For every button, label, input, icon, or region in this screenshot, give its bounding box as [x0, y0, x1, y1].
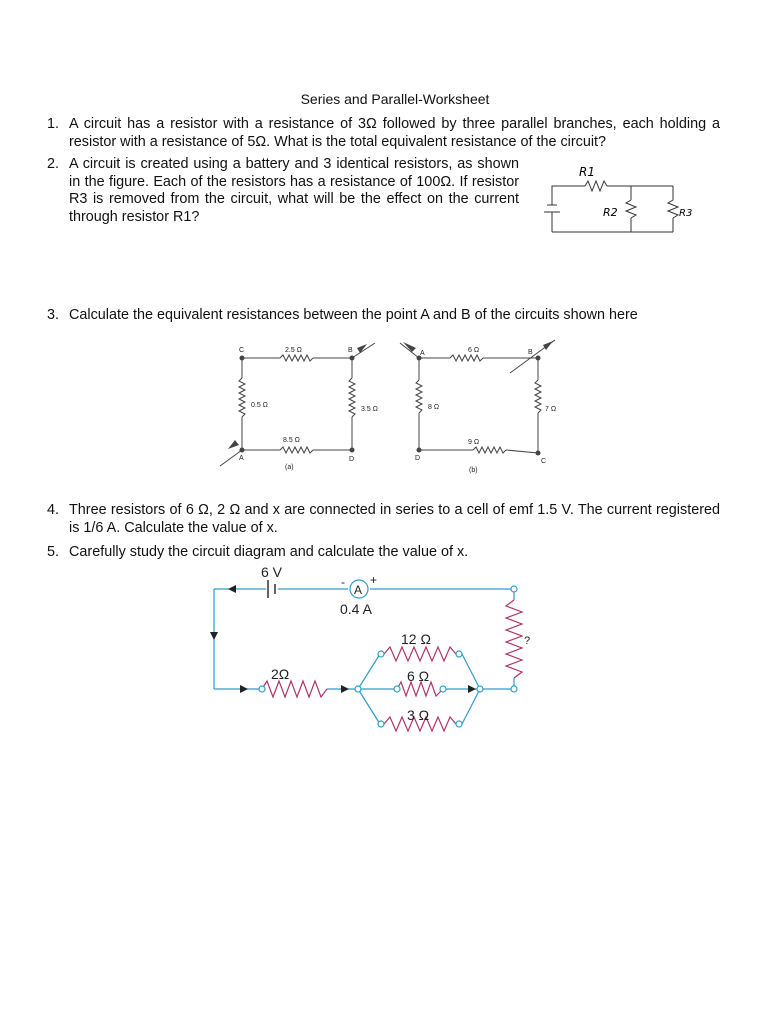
node-dot — [378, 651, 384, 657]
figure-q2-circuit — [535, 160, 695, 240]
worksheet-title: Series and Parallel-Worksheet — [300, 91, 490, 107]
node-dot — [511, 686, 517, 692]
node-dot — [259, 686, 265, 692]
label-r2: R2 — [603, 206, 618, 219]
label-bottom-resistor: 8.5 Ω — [283, 437, 300, 444]
node-dot — [394, 686, 400, 692]
question-text: A circuit is created using a battery and 3 identical resistors, as shown in the figure. Each of the resistors has a resistance of 100Ω. If resistor R3 is removed from the circuit, what will be the effect on the current through resistor R1? — [69, 156, 519, 225]
arrow-icon — [228, 440, 239, 449]
arrow-icon — [240, 685, 248, 693]
figure-caption: (a) — [285, 464, 294, 471]
arrow-icon — [228, 585, 236, 593]
label-top-resistor: 6 Ω — [468, 347, 480, 354]
figure-caption: (b) — [469, 467, 478, 474]
node-b-dot — [350, 356, 355, 361]
node-dot — [355, 686, 361, 692]
node-dot — [440, 686, 446, 692]
resistor-8-zigzag — [416, 380, 422, 413]
question-text: A circuit has a resistor with a resistance of 3Ω followed by three parallel branches, each holding a resistor with a resistance of 5Ω. What is the total equivalent resistance of the circuit? — [69, 116, 720, 150]
figure-q3b-circuit — [395, 338, 565, 478]
label-6ohm: 6 Ω — [407, 668, 430, 684]
label-r3: R3 — [679, 208, 693, 219]
resistor-2ohm-zigzag — [262, 681, 327, 697]
label-3ohm: 3 Ω — [407, 707, 430, 723]
question-text: Three resistors of 6 Ω, 2 Ω and x are connected in series to a cell of emf 1.5 V. The current registered is 1/6 A. Calculate the value of x. — [69, 502, 720, 536]
label-12ohm: 12 Ω — [401, 631, 431, 647]
question-number: 3. — [47, 307, 60, 323]
arrow-icon — [543, 341, 553, 350]
node-c-label: C — [541, 458, 547, 465]
question-text: Calculate the equivalent resistances between the point A and B of the circuits shown here — [69, 307, 638, 323]
label-top-resistor: 2.5 Ω — [285, 347, 302, 354]
node-c-dot — [536, 451, 541, 456]
node-d-label: D — [415, 455, 421, 462]
plus-sign: + — [370, 573, 378, 587]
node-b-dot — [536, 356, 541, 361]
resistor-0-5-zigzag — [239, 378, 245, 417]
resistor-x-zigzag — [506, 600, 522, 678]
node-a-label: A — [420, 350, 425, 357]
label-2ohm: 2Ω — [271, 666, 290, 682]
node-dot — [378, 721, 384, 727]
node-b-label: B — [528, 349, 533, 356]
node-d-dot — [350, 448, 355, 453]
minus-sign: - — [341, 575, 345, 589]
node-d-label: D — [349, 456, 355, 463]
question-number: 4. — [47, 502, 60, 518]
label-left-resistor: 0.5 Ω — [251, 402, 268, 409]
current-label: 0.4 A — [340, 601, 372, 617]
node-dot — [456, 721, 462, 727]
figure-q3a-circuit — [215, 338, 385, 478]
node-dot — [456, 651, 462, 657]
arrow-icon — [468, 685, 476, 693]
resistor-8-5-zigzag — [280, 447, 313, 453]
node-c-label: C — [239, 347, 245, 354]
resistor-9-zigzag — [473, 447, 506, 453]
node-dot — [477, 686, 483, 692]
resistor-6ohm-zigzag — [397, 682, 443, 696]
arrow-icon — [341, 685, 349, 693]
node-b-label: B — [348, 347, 353, 354]
label-r1: R1 — [579, 165, 595, 179]
label-bottom-resistor: 9 Ω — [468, 439, 480, 446]
node-a-dot — [240, 448, 245, 453]
node-d-dot — [417, 448, 422, 453]
question-number: 5. — [47, 544, 60, 560]
resistor-7-zigzag — [535, 380, 541, 413]
label-right-resistor: 3.5 Ω — [361, 406, 378, 413]
resistor-r2-zigzag — [626, 200, 636, 218]
arrow-icon — [210, 632, 218, 640]
question-number: 1. — [47, 116, 60, 132]
label-right-resistor: 7 Ω — [545, 406, 557, 413]
label-x: ? — [524, 635, 531, 647]
figure-q5-circuit — [200, 560, 540, 740]
ammeter-symbol: A — [354, 583, 363, 597]
resistor-2-5-zigzag — [280, 355, 313, 361]
node-a-label: A — [239, 455, 244, 462]
node-c-dot — [240, 356, 245, 361]
question-number: 2. — [47, 156, 60, 172]
resistor-6-zigzag — [450, 355, 483, 361]
resistor-12ohm-zigzag — [384, 647, 456, 661]
resistor-r1-zigzag — [585, 181, 607, 191]
voltage-label: 6 V — [261, 564, 283, 580]
node-dot — [511, 586, 517, 592]
question-text: Carefully study the circuit diagram and calculate the value of x. — [69, 544, 469, 560]
label-left-resistor: 8 Ω — [428, 404, 440, 411]
resistor-r3-zigzag — [668, 200, 678, 218]
resistor-3-5-zigzag — [349, 378, 355, 417]
